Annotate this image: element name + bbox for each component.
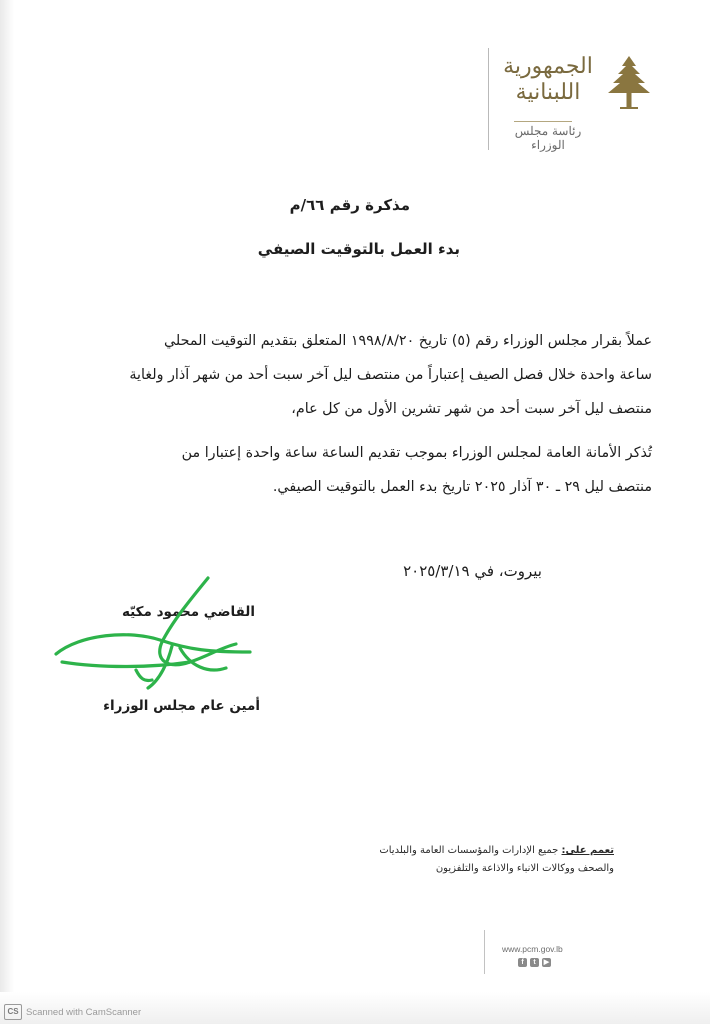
distribution-heading: تعمم على:: [561, 845, 614, 856]
memo-date: بيروت، في ٢٠٢٥/٣/١٩: [403, 562, 542, 580]
signatory-title: أمين عام مجلس الوزراء: [103, 698, 260, 714]
footer-divider: [484, 930, 485, 974]
memo-paragraph-1: [52, 324, 652, 426]
facebook-icon[interactable]: f: [518, 958, 527, 967]
republic-name-line2: اللبنانية: [515, 80, 581, 105]
distribution-line-2: والصحف ووكالات الانباء والاذاعة والتلفزيون: [435, 863, 614, 874]
signatory-name: القاضي محمود مكيّه: [121, 604, 255, 620]
youtube-icon[interactable]: ▶: [543, 959, 550, 966]
presidency-rule: [514, 121, 572, 122]
twitter-icon[interactable]: t: [530, 958, 539, 967]
letterhead-divider: [488, 48, 489, 150]
paragraph-line: منتصف ليل آخر سبت أحد من شهر تشرين الأول من كل عام،: [291, 401, 652, 417]
distribution-list: [194, 842, 614, 878]
camscanner-logo-icon: CS: [4, 1004, 22, 1020]
social-icons: [518, 958, 551, 967]
scanner-watermark: [4, 1004, 141, 1020]
cedar-tree-icon: [598, 52, 660, 114]
memo-number: مذكرة رقم ٦٦/م: [289, 196, 410, 214]
distribution-line-1: [194, 842, 614, 860]
paragraph-line: تُذكر الأمانة العامة لمجلس الوزراء بموجب تقديم الساعة ساعة واحدة إعتبارا من: [181, 445, 652, 461]
distribution-text-1: جميع الإدارات والمؤسسات العامة والبلديات: [379, 845, 559, 856]
paragraph-line: ساعة واحدة خلال فصل الصيف إعتباراً من منتصف ليل آخر سبت أحد من شهر آذار ولغاية: [129, 367, 652, 383]
page-left-edge: [0, 0, 14, 1024]
republic-name: [498, 54, 598, 106]
website-link[interactable]: www.pcm.gov.lb: [502, 944, 563, 954]
scanner-label: Scanned with CamScanner: [26, 1006, 142, 1018]
paragraph-line: منتصف ليل ٢٩ ـ ٣٠ آذار ٢٠٢٥ تاريخ بدء العمل بالتوقيت الصيفي.: [272, 479, 652, 495]
memo-subject: بدء العمل بالتوقيت الصيفي: [257, 240, 460, 258]
paragraph-line: عملاً بقرار مجلس الوزراء رقم (٥) تاريخ ١٩٩٨/٨/٢٠ المتعلق بتقديم التوقيت المحلي: [164, 333, 652, 349]
republic-name-line1: الجمهورية: [503, 54, 593, 79]
presidency-name: رئاسة مجلس الوزراء: [514, 124, 582, 152]
memo-paragraph-2: [52, 436, 652, 504]
handwritten-signature: [40, 570, 270, 700]
